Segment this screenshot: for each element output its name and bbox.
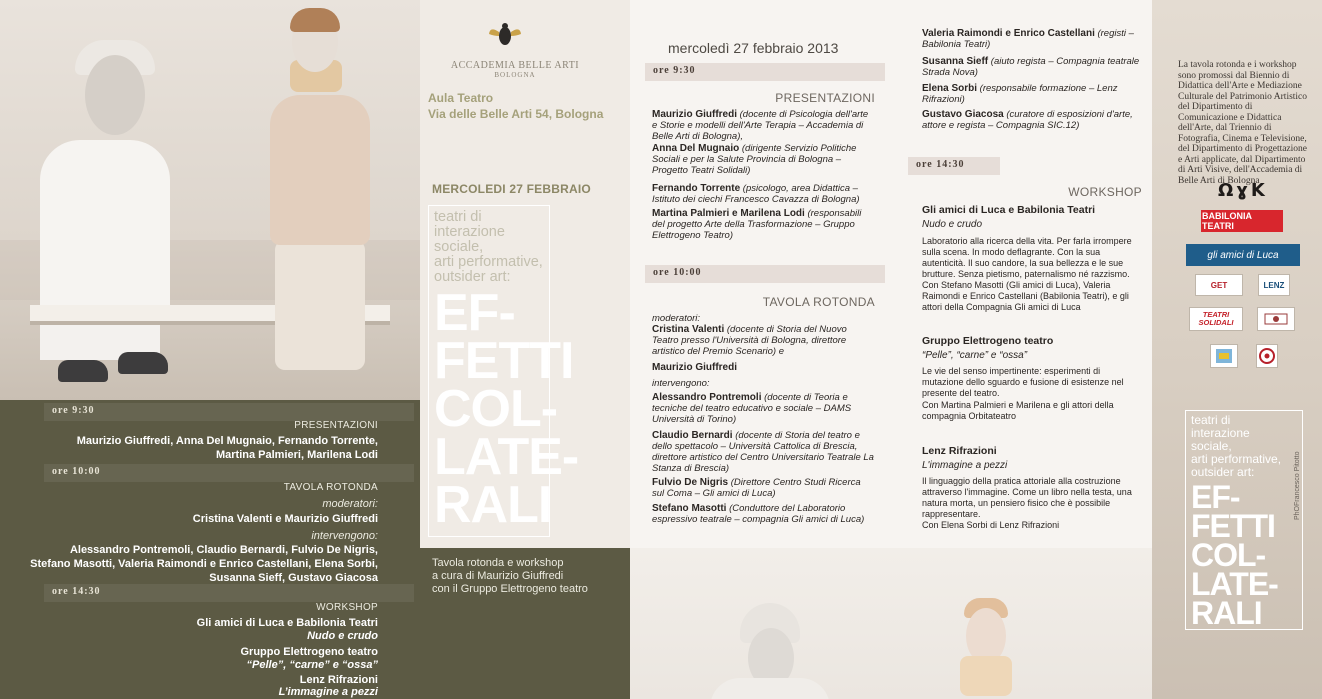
title-big-line: EF- <box>434 284 515 342</box>
time-label: ore 14:30 <box>44 584 414 602</box>
cover-title-line: outsider art: <box>1191 465 1255 479</box>
section-title: PRESENTAZIONI <box>775 91 875 105</box>
moderator-entry: Maurizio Giuffredi <box>652 362 737 373</box>
title-big-line: FETTI <box>434 332 574 390</box>
photo-figure-woman <box>275 240 365 370</box>
sponsor-logo <box>1257 307 1295 331</box>
time-label: ore 14:30 <box>908 157 1000 175</box>
venue-address: Via delle Belle Arti 54, Bologna <box>428 107 604 121</box>
academy-name: ACCADEMIA BELLE ARTI <box>450 60 580 71</box>
speaker-line: Stefano Masotti, Valeria Raimondi e Enrico Castellani, Elena Sorbi, <box>30 558 378 570</box>
speakers-label: intervengono: <box>652 378 710 389</box>
workshop-title: “Pelle”, “carne” e “ossa” <box>246 659 378 671</box>
speaker-entry: Fernando Torrente (psicologo, area Didattica – Istituto dei ciechi Francesco Cavazza di Bologna) <box>652 183 860 205</box>
workshop-participants: Con Stefano Masotti (Gli amici di Luca), Valeria Raimondi e Enrico Castellani (Babilonia Teatri), e gli attori della Compagnia Gli amici di Luca <box>922 280 1129 312</box>
lenz-logo: LENZ <box>1258 274 1290 296</box>
workshop-participants: Con Elena Sorbi di Lenz Rifrazioni <box>922 520 1060 530</box>
cover-title-big: EF- <box>1191 479 1240 515</box>
title-big-line: RALI <box>434 476 552 534</box>
credits-line: con il Gruppo Elettrogeno teatro <box>432 583 588 595</box>
speaker-line: Maurizio Giuffredi, Anna Del Mugnaio, Fernando Torrente, <box>76 435 378 447</box>
time-label: ore 10:00 <box>645 265 885 283</box>
speakers-label: intervengono: <box>311 530 378 542</box>
title-line: teatri di <box>434 209 482 225</box>
moderators-line: Cristina Valenti e Maurizio Giuffredi <box>192 513 378 525</box>
photo-credit: PhOFrancesco Pitotto <box>1294 451 1301 520</box>
speaker-line: Alessandro Pontremoli, Claudio Bernardi, Fulvio De Nigris, <box>69 544 378 556</box>
speaker-line: Susanna Sieff, Gustavo Giacosa <box>209 572 378 584</box>
speaker-entry: Martina Palmieri e Marilena Lodi (responsabili del progetto Arte della Trasformazione – Gruppo Elettrogeno Teatro) <box>652 208 862 241</box>
credits-line: Tavola rotonda e workshop <box>432 557 564 569</box>
workshop-title: “Pelle”, “carne” e “ossa” <box>922 350 1028 361</box>
cover-title-big: LATE- <box>1191 566 1278 602</box>
speaker-entry: Susanna Sieff (aiuto regista – Compagnia teatrale Strada Nova) <box>922 56 1140 78</box>
credits-line: a cura di Maurizio Giuffredi <box>432 570 564 582</box>
workshop-description: Le vie del senso impertinente: esperimenti di mutazione dello sguardo e fusione di esistenze nel presente del teatro. <box>922 366 1124 398</box>
babilonia-logo: BABILONIA TEATRI <box>1201 210 1283 232</box>
workshop-group: Gruppo Elettrogeno teatro <box>240 646 378 658</box>
workshop-title: Nudo e crudo <box>307 630 378 642</box>
institute-crest-icon <box>1214 347 1234 365</box>
workshop-title: L'immagine a pezzi <box>922 460 1008 471</box>
speaker-entry: Maurizio Giuffredi (docente di Psicologia dell'arte e Storie e modelli dell'Arte Terapia – Accademia di Belle Arti di Bologna), <box>652 109 869 142</box>
programme-date: mercoledì 27 febbraio 2013 <box>668 40 839 56</box>
academy-emblem-icon <box>488 22 522 50</box>
university-crest-icon <box>1258 347 1276 365</box>
workshop-participants: Con Martina Palmieri e Marilena e gli attori della compagnia Orbitateatro <box>922 400 1114 421</box>
speaker-entry: Valeria Raimondi e Enrico Castellani (registi – Babilonia Teatri) <box>922 28 1134 50</box>
speaker-entry: Gustavo Giacosa (curatore di esposizioni d'arte, attore e regista – Compagnia SIC.12) <box>922 109 1133 131</box>
speaker-entry: Elena Sorbi (responsabile formazione – Lenz Rifrazioni) <box>922 83 1118 105</box>
moderators-label: moderatori: <box>652 313 701 324</box>
title-line: interazione <box>434 224 505 240</box>
section-title: WORKSHOP <box>1068 185 1142 199</box>
left-panel <box>0 0 420 699</box>
speaker-line: Martina Palmieri, Marilena Lodi <box>216 449 378 461</box>
title-line: sociale, <box>434 239 484 255</box>
speaker-entry: Stefano Masotti (Conduttore del Laboratorio espressivo teatrale – compagnia Gli amici di Luca) <box>652 503 865 525</box>
sponsor-logo <box>1256 344 1278 368</box>
amici-di-luca-logo: gli amici di Luca <box>1186 244 1300 266</box>
time-label: ore 10:00 <box>44 464 414 482</box>
moderators-label: moderatori: <box>322 498 378 510</box>
cover-title-block <box>1185 410 1303 630</box>
cover-title-big: COL- <box>1191 537 1266 573</box>
event-date: MERCOLEDI 27 FEBBRAIO <box>432 182 591 196</box>
cover-title-line: interazione <box>1191 426 1250 440</box>
section-title: TAVOLA ROTONDA <box>762 295 875 309</box>
promo-text: La tavola rotonda e i workshop sono promossi dal Biennio di Didattica dell'Arte e Mediazione Culturale del Patrimonio Artistico del Dipartimento di Comunicazione e Didattica dell'Arte, dal Triennio di Fotografia, Cinema e Televisione, del Dipartimento di Progettazione e Arti applicate, dal Dipartimento di Arti Visive, dell'Accademia di Belle Arti di Bologna <box>1178 60 1308 186</box>
cover-title-big: FETTI <box>1191 508 1275 544</box>
moderator-entry: Cristina Valenti (docente di Storia del Nuovo Teatro presso l'Università di Bologna, direttore artistico del Premio Scenario) e <box>652 324 847 357</box>
section-title: TAVOLA ROTONDA <box>283 482 378 493</box>
province-crest-icon <box>1263 311 1289 327</box>
section-title: WORKSHOP <box>316 602 378 613</box>
time-label: ore 9:30 <box>645 63 885 81</box>
workshop-title: Nudo e crudo <box>922 219 983 230</box>
workshop-group: Lenz Rifrazioni <box>299 674 378 686</box>
speaker-entry: Claudio Bernardi (docente di Storia del teatro e dello spettacolo – Università Cattolica di Brescia, direttore artistico del Centro Universitario Teatrale La Stanza di Brescia) <box>652 430 874 474</box>
cover-title-line: sociale, <box>1191 439 1232 453</box>
title-text <box>428 205 579 537</box>
academy-city: BOLOGNA <box>494 71 536 79</box>
cover-title-big: RALI <box>1191 595 1262 631</box>
cover-title-line: arti performative, <box>1191 452 1282 466</box>
speaker-entry: Anna Del Mugnaio (dirigente Servizio Politiche Sociali e per la Salute Provincia di Bologna – Progetto Teatri Solidali) <box>652 143 857 176</box>
cover-title-line: teatri di <box>1191 413 1231 427</box>
venue-room: Aula Teatro <box>428 91 494 105</box>
workshop-group: Lenz Rifrazioni <box>922 445 997 457</box>
get-logo: GET <box>1195 274 1243 296</box>
ogk-logo: ΩɣK <box>1218 180 1268 201</box>
cover-photo <box>0 0 420 400</box>
title-big-line: COL- <box>434 380 558 438</box>
speaker-entry: Fulvio De Nigris (Direttore Centro Studi Ricerca sul Coma – Gli amici di Luca) <box>652 477 861 499</box>
section-title: PRESENTAZIONI <box>294 420 378 431</box>
time-label: ore 9:30 <box>44 403 414 421</box>
workshop-group: Gli amici di Luca e Babilonia Teatri <box>196 617 378 629</box>
workshop-description: Il linguaggio della pratica attoriale alla costruzione attraverso l'immagine. Come un libro nella testa, una natura morta, un pensiero fisico che è possibile rappresentare. <box>922 476 1132 519</box>
workshop-title: L’immagine a pezzi <box>278 686 378 698</box>
faded-photo <box>630 548 1152 699</box>
title-big-line: LATE- <box>434 428 579 486</box>
schedule-summary <box>0 400 420 699</box>
teatri-solidali-logo: TEATRI SOLIDALI <box>1189 307 1243 331</box>
title-line: arti performative, <box>434 254 543 270</box>
workshop-group: Gruppo Elettrogeno teatro <box>922 335 1054 347</box>
workshop-description: Laboratorio alla ricerca della vita. Per farla irrompere sulla scena. In modo deflagrante. Con la sua autenticità. Il suo candore, la sua bellezza e le sue brutture. Senza pietismo, paternalismo né razzismo. <box>922 236 1132 279</box>
speaker-entry: Alessandro Pontremoli (docente di Teoria e tecniche del teatro educativo e sociale – DAMS Università di Torino) <box>652 392 852 425</box>
title-line: outsider art: <box>434 269 511 285</box>
workshop-group: Gli amici di Luca e Babilonia Teatri <box>922 204 1096 216</box>
sponsor-logo <box>1210 344 1238 368</box>
